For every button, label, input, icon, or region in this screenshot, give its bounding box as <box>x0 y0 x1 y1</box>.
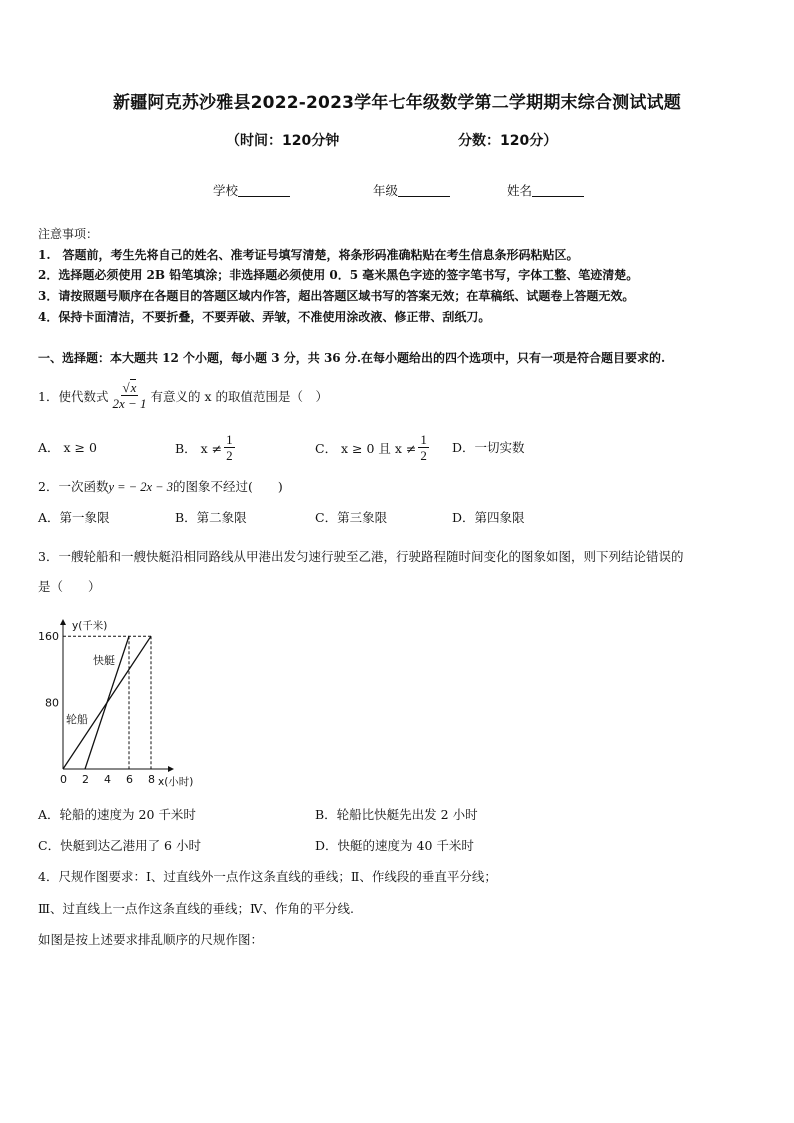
q1-prefix: 1．使代数式 <box>38 388 109 404</box>
grade-field <box>373 181 450 199</box>
x-tick-label: 0 <box>60 773 67 786</box>
q3-option-d[interactable]: D．快艇的速度为 40 千米时 <box>315 838 474 853</box>
question-1 <box>38 380 328 411</box>
page-title: 新疆阿克苏沙雅县2022-2023学年七年级数学第二学期期末综合测试试题 <box>113 93 681 113</box>
q1-option-d[interactable]: D．一切实数 <box>452 440 525 455</box>
name-blank[interactable] <box>532 184 584 197</box>
x-axis-label: x(小时) <box>158 776 194 788</box>
notes-heading: 注意事项： <box>38 227 99 241</box>
q1-c-text: C． x ≥ 0 且 x ≠ <box>315 440 417 456</box>
x-tick-label: 2 <box>82 773 89 786</box>
q2-suffix: 的图象不经过( ) <box>172 479 283 494</box>
y-axis-label: y(千米) <box>72 620 108 632</box>
q2-option-d[interactable]: D．第四象限 <box>452 510 525 525</box>
question-4-line1: 4．尺规作图要求：Ⅰ、过直线外一点作这条直线的垂线；Ⅱ、作线段的垂直平分线； <box>38 869 497 884</box>
q1-expression: $\frac{√x}{2x - 1}$ <box>112 380 147 411</box>
q1-denominator: 2x − 1 <box>112 396 147 411</box>
series-label-speedboat: 快艇 <box>93 654 115 667</box>
exam-time: （时间：120分钟 <box>226 133 340 149</box>
y-tick-label: 160 <box>38 630 59 644</box>
q3-option-b[interactable]: B．轮船比快艇先出发 2 小时 <box>315 807 478 822</box>
q1-b-text: B． x ≠ <box>175 440 223 456</box>
x-tick-label: 4 <box>104 773 111 786</box>
section-heading: 一、选择题：本大题共 12 个小题，每小题 3 分，共 36 分.在每小题给出的四个选项中，只有一项是符合题目要求的. <box>38 351 666 365</box>
q1-b-den: 2 <box>226 448 233 463</box>
question-4-line3: 如图是按上述要求排乱顺序的尺规作图： <box>38 932 264 947</box>
q1-c-den: 2 <box>420 448 427 463</box>
grade-label: 年级 <box>373 183 399 198</box>
q1-option-c[interactable] <box>315 432 431 463</box>
q1-option-a[interactable]: A． x ≥ 0 <box>38 440 97 455</box>
q3-option-a[interactable]: A．轮船的速度为 20 千米时 <box>38 807 196 822</box>
q2-option-c[interactable]: C．第三象限 <box>315 510 388 525</box>
note-item-1: 1. 答题前，考生先将自己的姓名、准考证号填写清楚，将条形码准确粘贴在考生信息条形码粘贴区。 <box>38 248 579 262</box>
q1-b-num: 1 <box>226 432 233 447</box>
question-4-line2: Ⅲ、过直线上一点作这条直线的垂线；Ⅳ、作角的平分线. <box>38 901 355 916</box>
series-label-ship: 轮船 <box>66 713 88 726</box>
name-field <box>507 181 584 199</box>
note-item-3: 3．请按照题号顺序在各题目的答题区域内作答，超出答题区域书写的答案无效；在草稿纸、试题卷上答题无效。 <box>38 289 635 303</box>
x-tick-label: 8 <box>148 773 155 786</box>
question-3-line2: 是（ ） <box>38 579 101 594</box>
q2-option-b[interactable]: B．第二象限 <box>175 510 247 525</box>
question-3-line1: 3．一艘轮船和一艘快艇沿相同路线从甲港出发匀速行驶至乙港，行驶路程随时间变化的图象如图，则下列结论错误的 <box>38 549 684 564</box>
x-tick-label: 6 <box>126 773 133 786</box>
school-blank[interactable] <box>238 184 290 197</box>
q2-option-a[interactable]: A．第一象限 <box>38 510 110 525</box>
note-item-4: 4．保持卡面清洁，不要折叠，不要弄破、弄皱，不准使用涂改液、修正带、刮纸刀。 <box>38 310 491 324</box>
q1-option-b[interactable] <box>175 432 237 463</box>
q2-prefix: 2．一次函数 <box>38 479 109 494</box>
q3-option-c[interactable]: C．快艇到达乙港用了 6 小时 <box>38 838 201 853</box>
y-tick-label: 80 <box>45 696 59 710</box>
q1-c-num: 1 <box>420 432 427 447</box>
q2-expression: y = − 2x − 3 <box>108 480 173 494</box>
distance-time-chart <box>30 612 210 792</box>
name-label: 姓名 <box>507 183 533 198</box>
grade-blank[interactable] <box>398 184 450 197</box>
question-2 <box>38 477 283 495</box>
exam-score: 分数：120分） <box>458 133 558 149</box>
note-item-2: 2．选择题必须使用 2B 铅笔填涂；非选择题必须使用 0．5 毫米黑色字迹的签字笔书写，字体工整、笔迹清楚。 <box>38 268 639 282</box>
q1-suffix: 有意义的 x 的取值范围是（ ） <box>150 388 328 404</box>
school-field <box>213 181 290 199</box>
q1-numerator: x <box>130 380 137 395</box>
school-label: 学校 <box>213 183 239 198</box>
